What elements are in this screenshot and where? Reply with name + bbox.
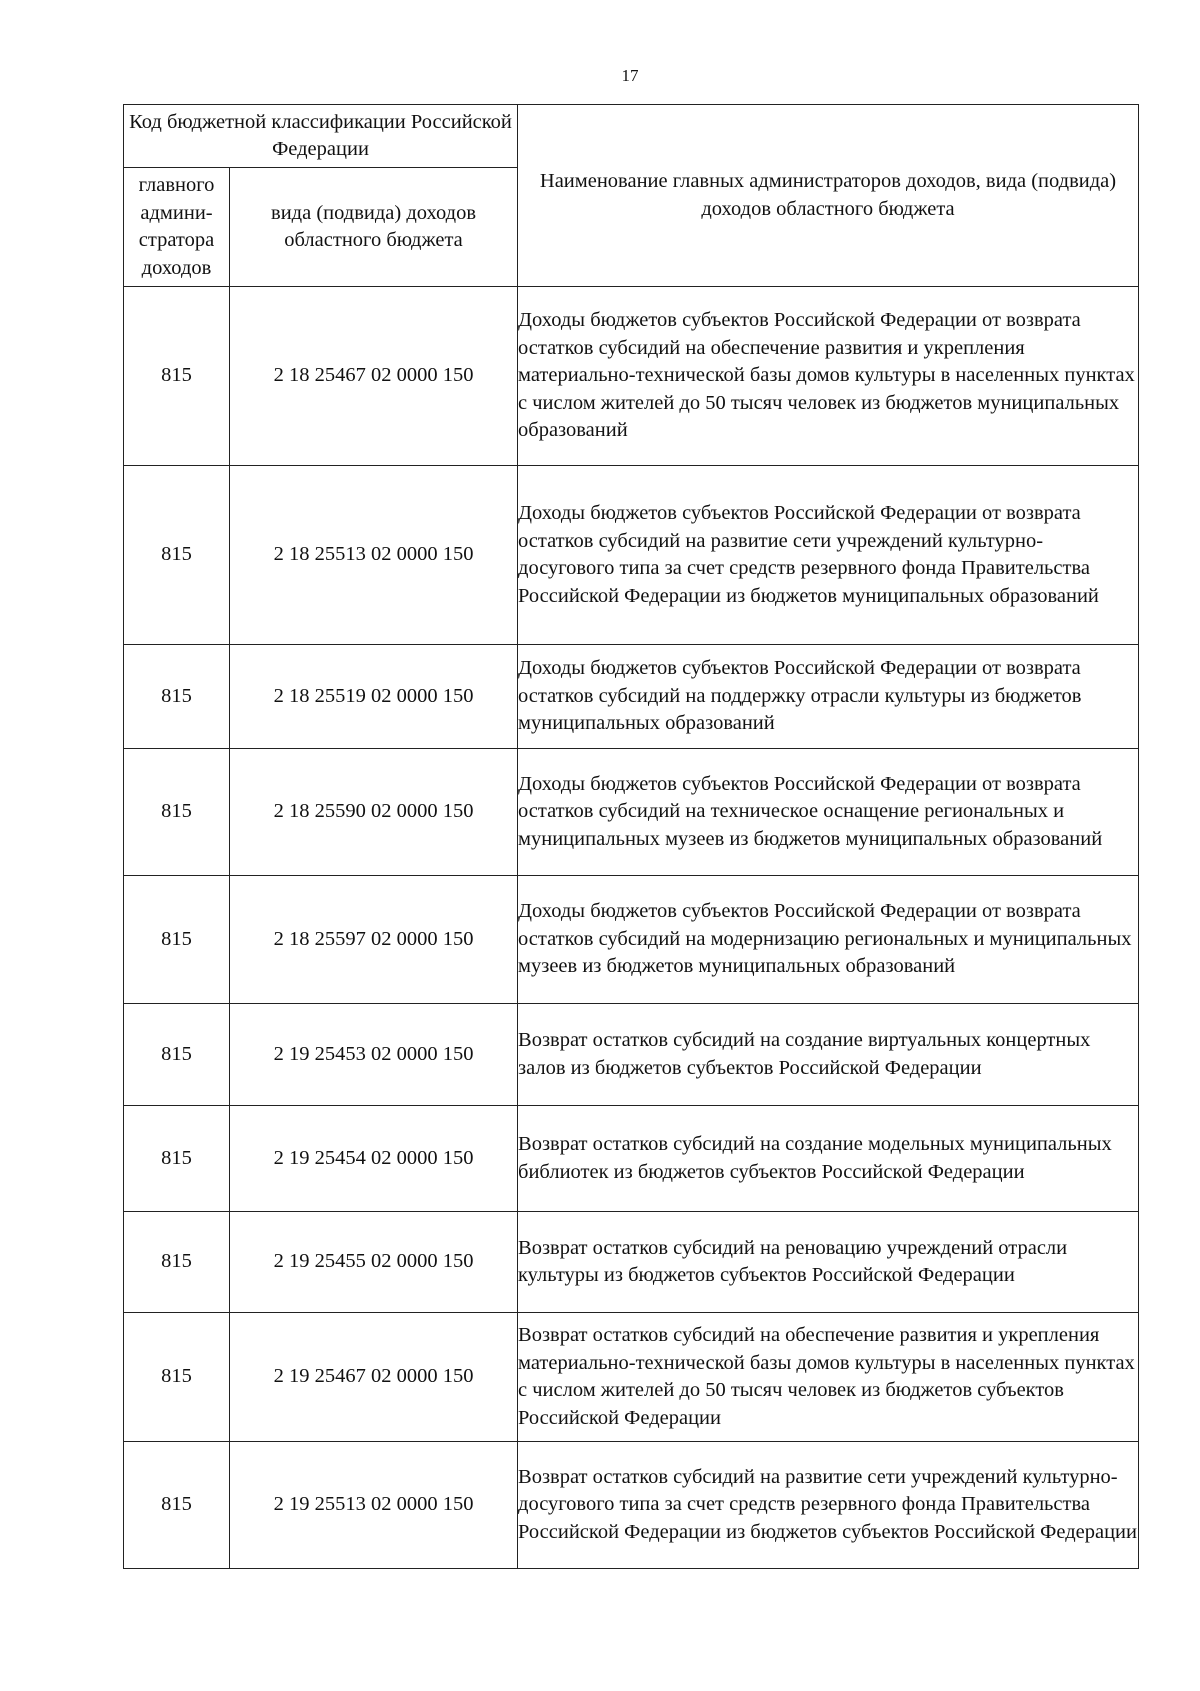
- table-row: [124, 645, 1139, 749]
- admin-code-cell: 815: [124, 287, 230, 466]
- table-row: [124, 1313, 1139, 1442]
- table-row: [124, 1004, 1139, 1106]
- income-name-cell: Доходы бюджетов субъектов Российской Федерации от возврата остатков субсидий на поддержку отрасли культуры из бюджетов муниципальных образований: [518, 645, 1139, 749]
- budget-classification-table: [123, 104, 1139, 1569]
- income-name-cell: Возврат остатков субсидий на создание виртуальных концертных залов из бюджетов субъектов Российской Федерации: [518, 1004, 1139, 1106]
- income-name-cell: Доходы бюджетов субъектов Российской Федерации от возврата остатков субсидий на модернизацию региональных и муниципальных музеев из бюджетов муниципальных образований: [518, 876, 1139, 1004]
- income-code-cell: 2 19 25454 02 0000 150: [230, 1106, 518, 1212]
- table-row: [124, 876, 1139, 1004]
- income-code-cell: 2 18 25597 02 0000 150: [230, 876, 518, 1004]
- header-administrator-name: Наименование главных администраторов доходов, вида (подвида) доходов областного бюджета: [518, 105, 1139, 287]
- table-row: [124, 466, 1139, 645]
- admin-code-cell: 815: [124, 1313, 230, 1442]
- income-code-cell: 2 19 25513 02 0000 150: [230, 1442, 518, 1569]
- income-code-cell: 2 19 25467 02 0000 150: [230, 1313, 518, 1442]
- admin-code-cell: 815: [124, 749, 230, 876]
- header-classification-code: Код бюджетной классификации Российской Федерации: [124, 105, 518, 168]
- income-name-cell: Доходы бюджетов субъектов Российской Федерации от возврата остатков субсидий на обеспечение развития и укрепления материально-технической базы домов культуры в населенных пунктах с числом жителей до 50 тысяч человек из бюджетов муниципальных образований: [518, 287, 1139, 466]
- table-header: [124, 105, 1139, 287]
- income-name-cell: Доходы бюджетов субъектов Российской Федерации от возврата остатков субсидий на развитие сети учреждений культурно-досугового типа за счет средств резервного фонда Правительства Российской Федерации из бюджетов муниципальных образований: [518, 466, 1139, 645]
- income-name-cell: Возврат остатков субсидий на обеспечение развития и укрепления материально-технической базы домов культуры в населенных пунктах с числом жителей до 50 тысяч человек из бюджетов субъектов Российской Федерации: [518, 1313, 1139, 1442]
- table-body: [124, 287, 1139, 1569]
- income-name-cell: Возврат остатков субсидий на реновацию учреждений отрасли культуры из бюджетов субъектов Российской Федерации: [518, 1212, 1139, 1313]
- table-row: [124, 1212, 1139, 1313]
- table-row: [124, 749, 1139, 876]
- admin-code-cell: 815: [124, 466, 230, 645]
- header-income-kind: вида (подвида) доходов областного бюджета: [230, 168, 518, 287]
- income-name-cell: Доходы бюджетов субъектов Российской Федерации от возврата остатков субсидий на техническое оснащение региональных и муниципальных музеев из бюджетов муниципальных образований: [518, 749, 1139, 876]
- income-code-cell: 2 18 25519 02 0000 150: [230, 645, 518, 749]
- income-code-cell: 2 18 25513 02 0000 150: [230, 466, 518, 645]
- income-name-cell: Возврат остатков субсидий на создание модельных муниципальных библиотек из бюджетов субъектов Российской Федерации: [518, 1106, 1139, 1212]
- admin-code-cell: 815: [124, 1004, 230, 1106]
- admin-code-cell: 815: [124, 645, 230, 749]
- admin-code-cell: 815: [124, 1442, 230, 1569]
- table-row: [124, 1106, 1139, 1212]
- income-code-cell: 2 19 25455 02 0000 150: [230, 1212, 518, 1313]
- income-code-cell: 2 19 25453 02 0000 150: [230, 1004, 518, 1106]
- income-code-cell: 2 18 25467 02 0000 150: [230, 287, 518, 466]
- admin-code-cell: 815: [124, 1212, 230, 1313]
- table-row: [124, 287, 1139, 466]
- income-name-cell: Возврат остатков субсидий на развитие сети учреждений культурно-досугового типа за счет средств резервного фонда Правительства Российской Федерации из бюджетов субъектов Российской Федерации: [518, 1442, 1139, 1569]
- header-main-administrator: главного админи-стратора доходов: [124, 168, 230, 287]
- admin-code-cell: 815: [124, 876, 230, 1004]
- table-row: [124, 1442, 1139, 1569]
- admin-code-cell: 815: [124, 1106, 230, 1212]
- income-code-cell: 2 18 25590 02 0000 150: [230, 749, 518, 876]
- page-number: 17: [621, 66, 639, 85]
